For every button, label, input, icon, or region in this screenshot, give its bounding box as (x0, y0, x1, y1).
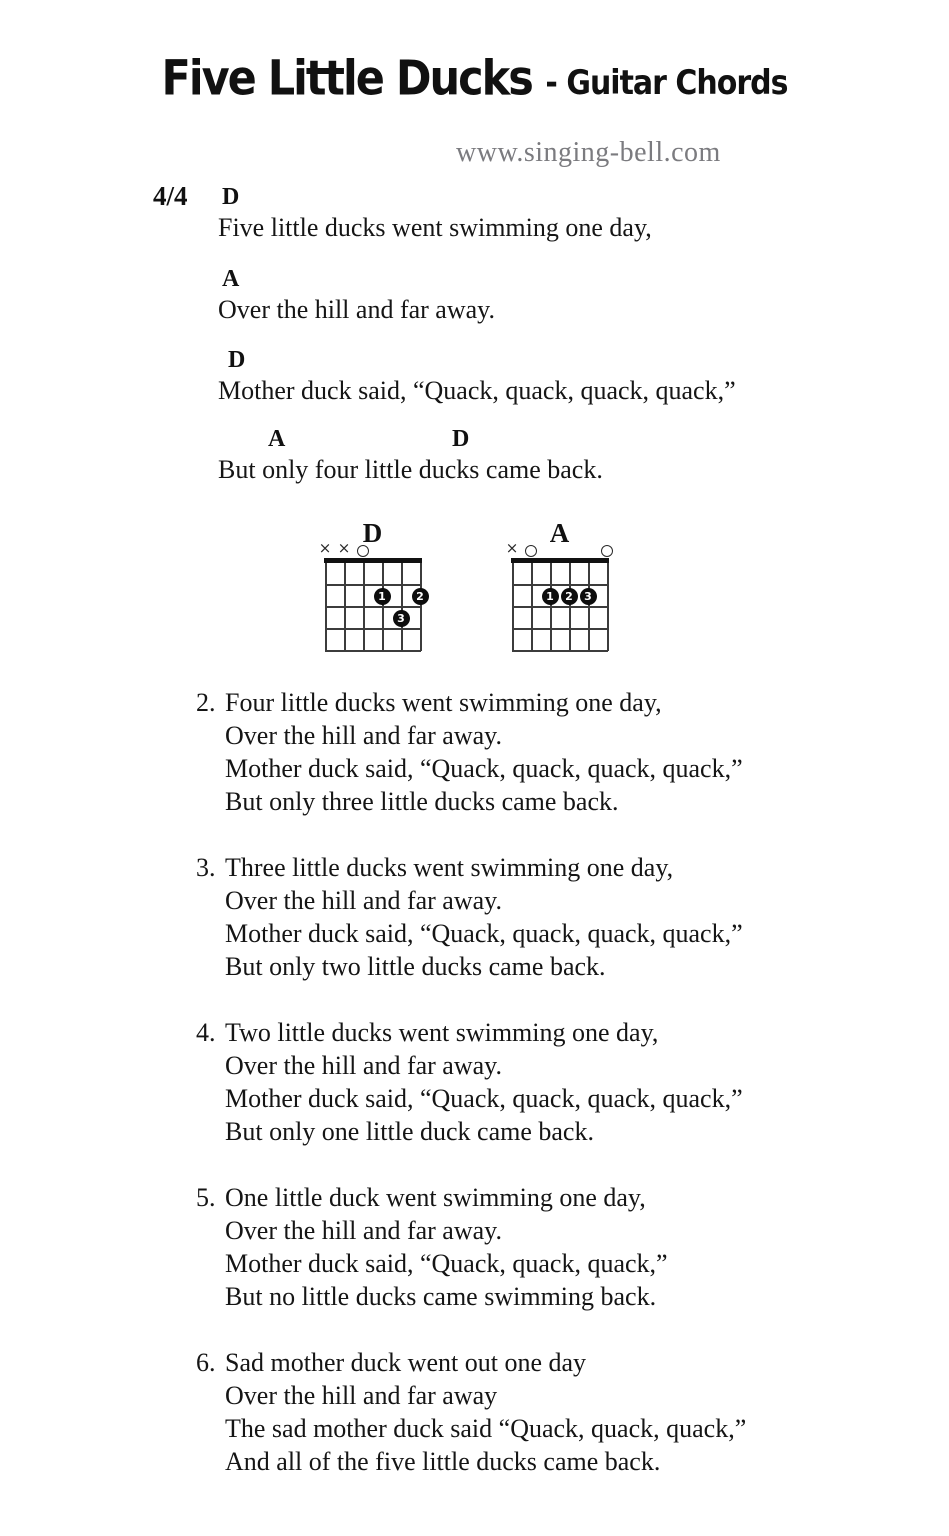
chord-line (218, 184, 652, 213)
verse1-line-2 (218, 266, 495, 325)
fret-line (325, 628, 421, 630)
open-string-icon (357, 545, 369, 557)
lyric-line: Over the hill and far away. (218, 295, 495, 324)
verse-line: Mother duck said, “Quack, quack, quack, quack,” (225, 1084, 743, 1113)
finger-dot: 1 (542, 588, 559, 605)
chord-diagram-d (318, 518, 424, 654)
chord-line (218, 266, 495, 295)
open-string-icon (601, 545, 613, 557)
verse-4 (196, 1016, 743, 1148)
verse-line: Mother duck said, “Quack, quack, quack,” (225, 1249, 668, 1278)
chord-line (218, 426, 603, 455)
verse-line: 3. Three little ducks went swimming one day, (196, 853, 674, 882)
verse-line: Over the hill and far away. (225, 721, 502, 750)
verse-number: 6. (196, 1348, 216, 1377)
verse1-line-1 (218, 184, 652, 243)
verse-number: 3. (196, 853, 216, 882)
verse-line: 5. One little duck went swimming one day, (196, 1183, 646, 1212)
lyric-line: Mother duck said, “Quack, quack, quack, quack,” (218, 376, 736, 405)
chord-label: A (268, 426, 286, 452)
verse-line: Mother duck said, “Quack, quack, quack, quack,” (225, 919, 743, 948)
verse-line: Over the hill and far away. (225, 1051, 502, 1080)
chord-label: D (228, 347, 246, 373)
verse-line: But only one little duck came back. (225, 1117, 594, 1146)
verse-line: Over the hill and far away (225, 1381, 498, 1410)
finger-dot: 3 (580, 588, 597, 605)
chord-line (218, 347, 736, 376)
finger-dot: 2 (561, 588, 578, 605)
verse-line: 4. Two little ducks went swimming one day, (196, 1018, 659, 1047)
verse-3 (196, 851, 743, 983)
verse-line: The sad mother duck said “Quack, quack, quack,” (225, 1414, 747, 1443)
fret-line (512, 628, 608, 630)
website-credit: www.singing-bell.com (456, 137, 721, 168)
verse-2 (196, 686, 743, 818)
song-title: Five Little Ducks (161, 51, 532, 107)
time-signature: 4/4 (153, 181, 188, 211)
verse-number: 2. (196, 688, 216, 717)
fret-line (325, 606, 421, 608)
verse-5 (196, 1181, 668, 1313)
chord-label: D (222, 184, 240, 210)
fret-line (512, 650, 608, 652)
muted-string-icon: × (318, 539, 332, 557)
verse-line: But only two little ducks came back. (225, 952, 606, 981)
fret-line (512, 606, 608, 608)
fret-line (325, 584, 421, 586)
verse-line: 6. Sad mother duck went out one day (196, 1348, 587, 1377)
finger-dot: 1 (374, 588, 391, 605)
verse-line: Over the hill and far away. (225, 1216, 502, 1245)
finger-dot: 3 (393, 610, 410, 627)
verse-line: Over the hill and far away. (225, 886, 502, 915)
open-string-icon (525, 545, 537, 557)
lyric-line: But only four little ducks came back. (218, 455, 603, 484)
chord-name: D (362, 518, 383, 548)
chord-label: A (222, 266, 240, 292)
finger-dot: 2 (412, 588, 429, 605)
verse-line: Mother duck said, “Quack, quack, quack, quack,” (225, 754, 743, 783)
verse-line: But only three little ducks came back. (225, 787, 619, 816)
verse-number: 4. (196, 1018, 216, 1047)
verse-number: 5. (196, 1183, 216, 1212)
fret-line (512, 584, 608, 586)
nut-bar (324, 558, 422, 563)
verse-line: But no little ducks came swimming back. (225, 1282, 657, 1311)
muted-string-icon: × (505, 539, 519, 557)
chord-diagram-a (505, 518, 610, 654)
lyric-line: Five little ducks went swimming one day, (218, 213, 652, 242)
verse-6 (196, 1346, 746, 1478)
chord-label: D (452, 426, 470, 452)
nut-bar (511, 558, 609, 563)
fret-line (325, 650, 421, 652)
chord-name: A (549, 518, 570, 548)
verse1-line-4 (218, 426, 603, 485)
verse1-line-3 (218, 347, 736, 406)
page-title (0, 51, 949, 107)
muted-string-icon: × (337, 539, 351, 557)
verse-line: And all of the five little ducks came back. (225, 1447, 661, 1476)
title-subtitle: - Guitar Chords (545, 63, 788, 104)
verse-line: 2. Four little ducks went swimming one day, (196, 688, 662, 717)
